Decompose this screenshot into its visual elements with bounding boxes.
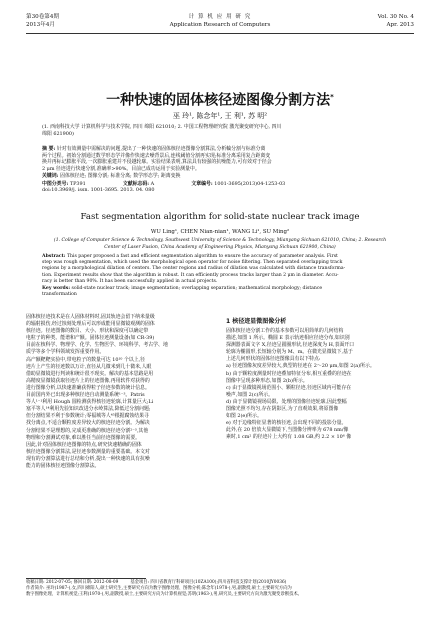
author-bio-1: 作者简介: 巫玲(1987-),女,四川绵阳人,硕士研究生,主要研究方向为数字图像处理、图像分析;陈念年(1978-),男,副教授,硕士,主要研究方向为 [26,585,292,591]
affiliation-en-2: Center of Laser Fusion, China Academy of Engineering Physics, Mianyang Sichuan 621900, China) [104,244,336,250]
journal-name-en: Application Research of Computers [169,22,271,28]
journal-name-cn: 计 算 机 应 用 研 究 [188,14,252,20]
received-date: 收稿日期: 2012-07-05; 修回日期: 2012-08-09 [26,580,119,585]
keywords-cn: 固体核径迹; 图像分割; 标准分离; 数学形态学; 距离变换 [60,173,181,179]
author-bio-2: 数字图像处理、计算机视觉;王利(1970-),男,副教授,硕士,主要研究方向为计算机视觉;苏明(1963-),男,研究员,主要研究方向为激光聚变诊断技术。 [26,591,302,597]
keywords-en: solid-state nuclear track; image segmentation; overlapping separation; mathematical morphology; distance [71,286,323,292]
intro-column: 固体核径迹技术是在人固体材料时,固其轨迹会留下纳米量级 的辐射损伤,经过蚀刻处理后可以形成能用显微镜观测的固体 核径迹。径迹图像的数目、大小、形状和深度可以确定带 电粒子的种类、能谱和产额。固体径迹测量设备(如 CR-39) 目前在核科学、物理学、化学、生物医学、环境科学、考古学、地 质学等多个学科领域发挥重要作用。 高产额靶靶实验中,带电粒子的数量可达 10¹⁰ 个以上,径 迹片上产生的径迹数以万计,直径从几微米到几十微米,人眼 借助显微镜进行判读和统计很不现实。解决的基本思路是用 高精度显微镜获取径迹片上的径迹图像,再用软件对获得的 进行图像分析,以快速准确获得粒子径迹参数的统计信息。 目前国内外已出现多种核径迹自动测量系统¹⁻³。Patris 等人¹⁻¹利用 Hough 圆检测获得核径迹轮廓,计算量巨大;Li 塞平等人¹⁴利用先验知识改进分水岭算法,降低过分割问题; 但分割结果不利于参数统计;零福城等人⁴⁵根据腐蚀结果寻 找分离点,不适合颗粒度差异较大的核迹径迹分割。为解决 分割结果不是理想的,完成更准确的核迹径迹分割²⁻³,其他 物理和分割测试对象,难以胜任当前径迹图像的需要。 因此,针对固体核径迹图像的特点,研究快速精确的固体 核径迹图像分割算法,是径迹参数测量的重要基础。本文对 现有的分割算法进行总结和分析,提出一种快速的具有抗噪 能力的固体核径迹图像分割算法。 [26,314,168,469]
footnote-rule [26,578,146,579]
affiliation-cn-2: 绵阳 621900) [42,131,74,137]
journal-volume-en: Vol. 30 No. 4 [377,14,414,20]
affiliation-cn-1: (1. 西南科技大学 计算机科学与技术学院, 四川 绵阳 621010; 2. 中国工程物理研究院 激光聚变研究中心, 四川 [42,124,282,130]
abstract-cn-label: 摘 要: [42,146,56,152]
journal-volume: 第30卷第4期 [26,14,60,20]
abstract-en: Abstract: This paper proposed a fast and efficient segmentation algorithm to ensure the accuracy of parameter analysis. First step was rough segmentation, which used the morphological open operator for noise filtering. Then separated overlapping track regions by a morphological dilation of centers. The center regions and radius of dilation was calculated with distance transforma- tion. Experiment results show that the algorithm is robust. It can efficiently process tracks larger than 2 μm in diameter. Accu- racy is better than 90%. It has been successfully applied in actual projects. Key words: solid-state nuclear track; image segmentation; overlapping separation; mathematical morphology; distance transformation [42,254,346,298]
keywords-cn-label: 关键词: [42,173,59,179]
paper-title-en: Fast segmentation algorithm for solid-state nuclear track image [80,212,360,222]
journal-date: 2013年4月 [26,22,55,28]
doi: doi:10.3969/j. issn. 1001-3695. 2013. 04. 080 [42,187,155,193]
header-rule [26,33,414,34]
classification-row: 中图分类号: TP391 文献标志码: A 文章编号: 1001-3695(2013)04-1253-03 [42,180,286,187]
section-title: 1 核径迹显微图像分析 [226,318,287,325]
abstract-en-label: Abstract: [42,254,66,259]
fund-info: 基金项目: 四川省教育厅科研项目(10ZA100);四川省 [130,580,231,585]
abstract-cn: 摘 要: 针对有效测量中需解决的问题,提出了一种快速的固体核径迹图像分割算法,分析輪分割与标准分离 两个过程。初始分割通过数学形态学并像作快速去噪背景后,连线阈值分割再实现;标准分离采用复合距离变 换并再标记膨胀平段,一次膨胀重建并不侵越轮廓。实验结果表明,算法具有较强的抗噪能力,可有效对于径会 2 μm 径迹进行快速分割,准确率>90%。目前已成功运用于实验测量中。 关键词: 固体核径迹; 图像分割; 标准分离; 数学形态学; 距离变换 中图分类号: TP391 文献标志码: A 文章编号: 1001-3695(2013)04-1253-03 doi:10.3969/j. issn. 1001-3695. 2013. 04. 080 [42,146,404,194]
affiliation-en-1: (1. College of Computer Science & Technology, Southwest University of Science & Technology, Mianyang Sichuan 621010, China; 2. Research [53,238,387,243]
keywords-en-label: Key words: [42,286,71,292]
paper-title-cn: 一种快速的固体核径迹图像分割方法* [106,92,334,109]
authors-en: WU Ling¹, CHEN Nian-nian¹, WANG Li¹, SU Ming² [150,229,290,235]
authors-cn: 巫 玲¹, 陈念年¹, 王 利¹, 苏 明² [172,112,268,120]
journal-date-en: Apr. 2013 [386,22,414,28]
footnote: 收稿日期: 2012-07-05; 修回日期: 2012-08-09 基金项目: 四川省教育厅科研项目(10ZA100);四川省科技支撑计划(2010JY0036) 作者简介: 巫玲(1987-),女,四川绵阳人,硕士研究生,主要研究方向为数字图像处理、图像分析;陈念年(1978-),男,副教授,硕士,主要研究方向为 数字图像处理、计算机视觉;王利(1970-),男,副教授,硕士,主要研究方向为计算机视觉;苏明(1963-),男,研究员,主要研究方向为激光聚变诊断技术。 [26,580,414,597]
section-1-column: 1 核径迹显微图像分析 固体核径迹分割工作的基本参数可以用简单的几何结构 描述,如图 1 所示。椭圆 E 表示轨迹相应径迹分布,如识别 探测器表面文字 X,径迹呈圆圈形状,径迹深度为 H,表面开口 轮廓为椭圆形,长短轴分别为 M、m。在微光显微镜下,基于 上述几何形状的固体径迹图像具有以下特点: a) 径迹图像灰度差异较大,典型的径迹在 2～20 μm,如图 2(a)所示。 b) 由于颗粒度测量时径迹叠加特征分布,相互重叠的径迹在 图像中呈现多种形态,如图 2(b)所示。 c) 由于显微镜视场范围小、颗粒径迹,径迹区域内可能存在 噪声,如图 2(c)所示。 d) 由于显微镜视场局限、处理的图像径迹轮廓,因此整幅 图像光照不均匀,存在阴影区,为了直观效果,将原图像 如图 2(e)所示。 e) 对于边缘特征显著的核径迹,会出现不同的投影分量。 此外,在 20 倍放大显微镜下,当图像分辨率为 678 nm/像 素时,1 cm² 的径迹片上大约有 1.08 GB,约 2.2 × 10⁶ 像 [226,314,414,442]
